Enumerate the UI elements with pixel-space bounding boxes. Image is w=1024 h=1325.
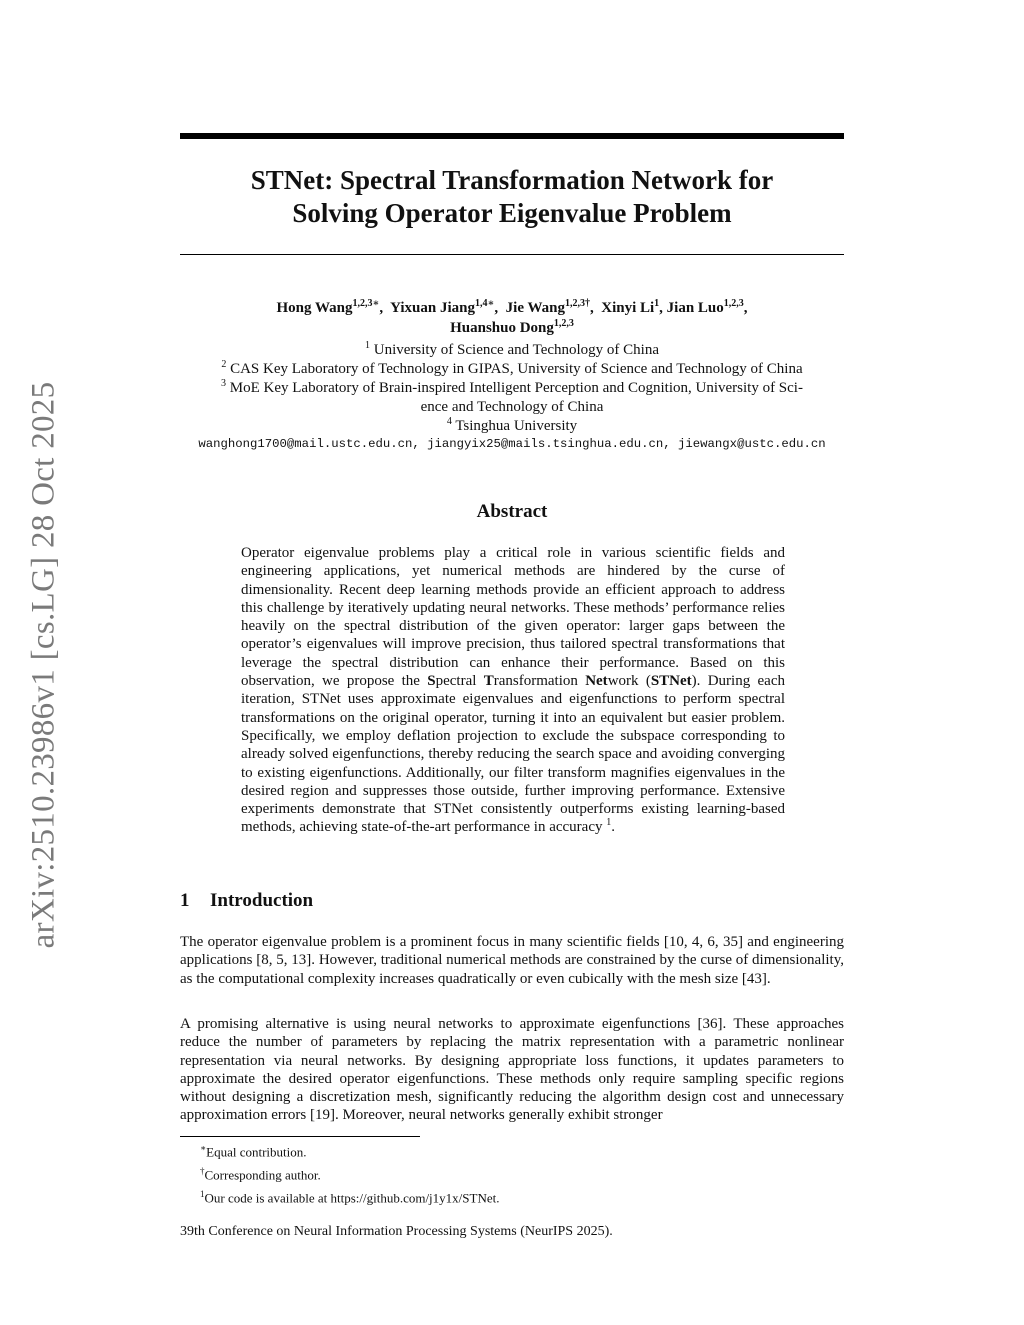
author-affiliation-sup: 1,2,3 (352, 298, 373, 309)
author-mark: ∗ (372, 298, 380, 309)
author-emails: wanghong1700@mail.ustc.edu.cn, jiangyix25@mails.tsinghua.edu.cn, jiewangx@ustc.edu.cn (198, 437, 826, 451)
footnote-ref: 1 (606, 817, 612, 829)
author-affiliation-sup: 1,2,3 (553, 318, 574, 329)
author-name: Jie Wang (505, 300, 565, 316)
venue-note: 39th Conference on Neural Information Processing Systems (NeurIPS 2025). (180, 1224, 613, 1239)
affiliation-list (180, 341, 844, 436)
author-list: Hong Wang$^{1,2,3∗}$, Yixuan Jiang$^{1,4∗}$, Jie Wang$^{1,2,3\dagger}$, Xinyi Li$^1$, Jian Luo$^{1,2,3}$, Huanshuo Dong$^{1,2,3}$ (276, 298, 748, 336)
arxiv-identifier: arXiv:2510.23986v1 [cs.LG] 28 Oct 2025 (25, 381, 62, 949)
author-mark: ∗ (487, 298, 495, 309)
paper-title (180, 164, 844, 230)
author-name: Jian Luo (666, 300, 724, 316)
intro-paragraph-2: A promising alternative is using neural networks to approximate eigenfunctions [36]. These approaches reduce the number of parameters by replacing the matrix representation with a parametric nonlinear representation via neural networks. By designing appropriate loss functions, it updates parameters to approximate the desired operator eigenfunctions. These methods only require sampling specific regions without designing a discretization mesh, significantly reducing the algorithm design cost and unnecessary approximation errors [19]. Moreover, neural networks generally exhibit stronger (180, 1016, 844, 1124)
author-affiliation-sup: 1,4 (474, 298, 488, 309)
author-name: Xinyi Li (601, 300, 655, 316)
author-name: Yixuan Jiang (390, 300, 475, 316)
abstract-heading: Abstract (476, 501, 548, 522)
footnote-item: †Corresponding author. (200, 1165, 321, 1183)
author-affiliation-sup: 1,2,3 (564, 298, 585, 309)
abstract-text: Operator eigenvalue problems play a critical role in various scientific fields and engineering applications, yet numerical methods are hindered by the curse of dimensionality. Recent deep learning methods provide an efficient approach to address this challenge by iteratively updating neural networks. These methods’ performance relies heavily on the spectral distribution of the given operator: larger gaps between the operator’s eigenvalues will improve precision, thus tailored spectral transformations that leverage the spectral distribution can enhance their performance. Based on this observation, we propose the Spectral Transformation Network (STNet). During each iteration, STNet uses approximate eigenvalues and eigenfunctions to perform spectral transformations on the original operator, turning it into an equivalent but easier problem. Specifically, we employ deflation projection to exclude the subspace corresponding to already solved eigenfunctions, thereby reducing the search space and avoiding converging to existing eigenfunctions. Additionally, our filter transform magnifies eigenvalues in the desired region and suppresses those outside, further improving performance. Extensive experiments demonstrate that STNet consistently outperforms existing learning-based methods, achieving state-of-the-art performance in accuracy $^1$. (241, 545, 785, 836)
author-mark: † (584, 298, 590, 309)
title-bottom-rule (180, 254, 844, 255)
author-name: Hong Wang (276, 300, 353, 316)
section-heading: 1 Introduction (180, 890, 314, 911)
title-line-1: STNet: Spectral Transformation Network for (250, 165, 774, 195)
title-top-rule (180, 133, 844, 139)
footnote-list (200, 1139, 499, 1207)
footnote-item: ∗Equal contribution. (200, 1143, 307, 1160)
footnote-rule (180, 1136, 420, 1137)
affiliation-item: $^3$ MoE Key Laboratory of Brain-inspired Intelligent Perception and Cognition, University of Sci- ence and Technology of China (221, 378, 803, 415)
affiliation-item: $^4$ Tsinghua University (446, 416, 578, 434)
author-affiliation-sup: 1,2,3 (723, 298, 744, 309)
footnote-item: $^1$Our code is available at https://github.com/j1y1x/STNet. (200, 1188, 500, 1205)
title-line-2: Solving Operator Eigenvalue Problem (292, 198, 732, 228)
author-name: Huanshuo Dong (450, 320, 554, 336)
intro-paragraph-1: The operator eigenvalue problem is a prominent focus in many scientific fields [10, 4, 6, 35] and engineering applications [8, 5, 13]. However, traditional numerical methods are constrained by the curse of dimensionality, as the computational complexity increases quadratically or even cubically with the mesh size [43]. (180, 934, 844, 987)
affiliation-item: $^1$ University of Science and Technology of China (364, 340, 660, 358)
author-affiliation-sup: 1 (654, 298, 660, 309)
affiliation-item: $^2$ CAS Key Laboratory of Technology in GIPAS, University of Science and Technology of China (221, 359, 803, 377)
